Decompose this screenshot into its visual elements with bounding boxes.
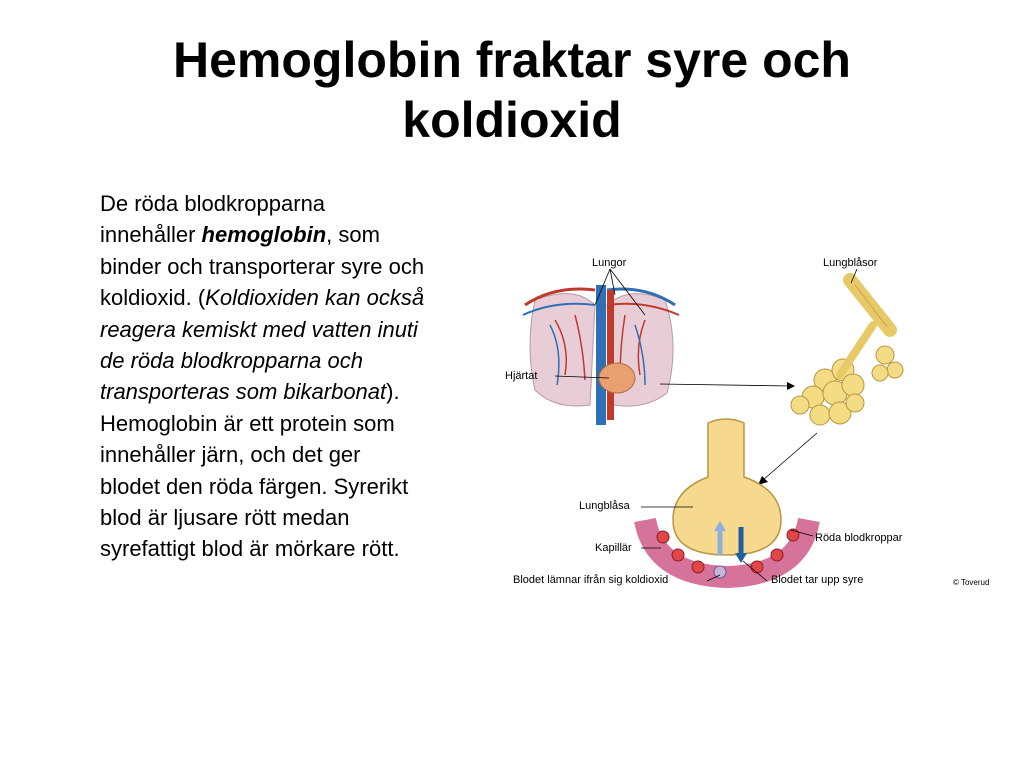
body-text-italic: Koldioxiden kan också reagera kemiskt med vatten inuti de röda blodkropparna och transporteras som bikarbonat <box>100 285 425 405</box>
label-kapillar: Kapillär <box>595 542 632 554</box>
body-text-3: ). Hemoglobin är ett protein som innehåller järn, och det ger blodet den röda färgen. Syrerikt blod är ljusare rött medan syrefattigt blod är mörkare rött. <box>100 379 409 562</box>
body-paragraph <box>100 188 425 565</box>
slide-title <box>0 30 1024 150</box>
label-tar-upp-syre: Blodet tar upp syre <box>771 574 864 586</box>
title-line-2: koldioxid <box>402 92 622 148</box>
lungs-drawing <box>523 285 679 425</box>
body-text <box>100 188 425 565</box>
label-lungor: Lungor <box>592 257 627 269</box>
alveoli-drawing <box>791 280 903 425</box>
illustration-svg <box>495 245 1005 600</box>
copyright: © Toverud <box>953 578 990 587</box>
label-hjartat: Hjärtat <box>505 370 538 382</box>
label-lamnar-koldioxid: Blodet lämnar ifrån sig koldioxid <box>513 574 669 586</box>
label-lungblasa: Lungblåsa <box>579 500 630 512</box>
body-text-1: De röda blodkropparna innehåller <box>100 191 326 248</box>
body-text-2: , som binder och transporterar syre och koldioxid. ( <box>100 222 425 311</box>
hemoglobin-term: hemoglobin <box>201 222 327 248</box>
lung-illustration <box>495 245 1005 600</box>
label-roda-blodkroppar: Röda blodkroppar <box>815 532 903 544</box>
label-lungblasor: Lungblåsor <box>823 257 878 269</box>
alveolus-detail <box>645 419 809 578</box>
title-line-1: Hemoglobin fraktar syre och <box>173 32 851 88</box>
